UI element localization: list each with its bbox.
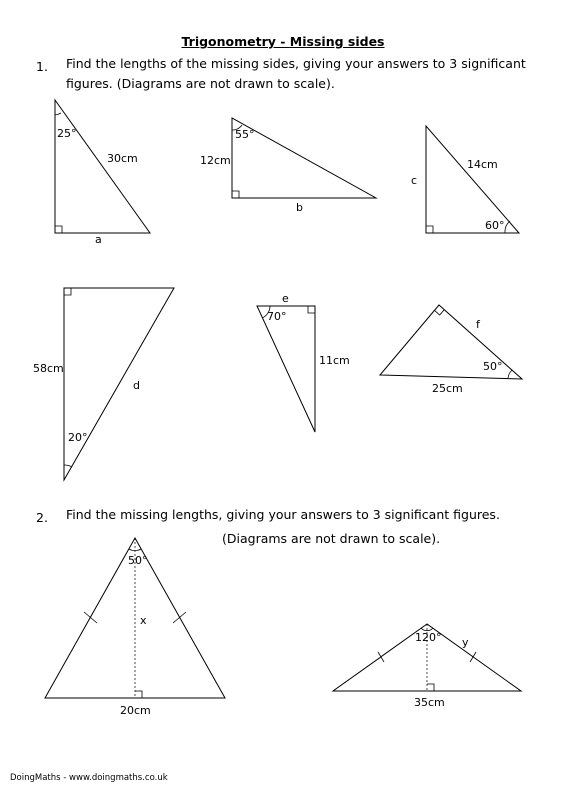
triangle-8 <box>333 624 521 709</box>
triangle-4-hyp-label: d <box>133 379 140 392</box>
triangle-8-right-angle <box>427 684 434 691</box>
question-2-line-1: Find the missing lengths, giving your answers to 3 significant figures. <box>66 507 500 522</box>
triangle-4-angle-label: 20° <box>68 431 88 444</box>
triangle-2-angle-label: 55° <box>235 128 255 141</box>
question-2-line-2: (Diagrams are not drawn to scale). <box>222 531 441 546</box>
question-1-line-2: figures. (Diagrams are not drawn to scale). <box>66 76 335 91</box>
triangle-6-base-label: 25cm <box>432 382 463 395</box>
worksheet-title: Trigonometry - Missing sides <box>181 34 385 49</box>
triangle-4-shape <box>64 288 174 480</box>
triangle-1 <box>55 100 150 246</box>
triangle-3-right-angle <box>426 226 433 233</box>
triangle-3-angle-arc <box>505 221 510 233</box>
triangle-1-side-label: a <box>95 233 102 246</box>
triangle-6-right-angle <box>435 310 445 315</box>
triangle-5-shape <box>257 306 315 432</box>
question-1-number: 1. <box>36 59 48 74</box>
triangle-2-bottom-label: b <box>296 201 303 214</box>
triangle-8-tick-left <box>378 652 384 662</box>
triangle-7-angle-label: 50° <box>128 554 148 567</box>
triangle-4-left-label: 58cm <box>33 362 64 375</box>
triangle-4-right-angle <box>64 288 71 295</box>
triangle-7-tick-left <box>84 612 97 623</box>
triangle-7 <box>45 538 225 717</box>
triangle-3-shape <box>426 126 519 233</box>
question-1-line-1: Find the lengths of the missing sides, giving your answers to 3 significant <box>66 56 526 71</box>
triangle-6-angle-label: 50° <box>483 360 503 373</box>
triangle-8-base-label: 35cm <box>414 696 445 709</box>
triangle-1-right-angle <box>55 226 62 233</box>
triangle-5-angle-label: 70° <box>267 310 287 323</box>
footer-credit: DoingMaths - www.doingmaths.co.uk <box>10 773 168 783</box>
triangle-8-side-label: y <box>462 636 469 649</box>
triangle-8-angle-label: 120° <box>415 631 442 644</box>
triangle-5-right-angle <box>308 306 315 313</box>
triangle-6-side-label: f <box>476 318 480 331</box>
triangle-3-left-label: c <box>411 174 418 187</box>
triangle-4-angle-arc <box>64 465 72 467</box>
triangle-5-top-label: e <box>282 292 289 305</box>
triangle-5 <box>257 292 350 432</box>
triangle-2-right-angle <box>232 191 239 198</box>
triangle-7-tick-right <box>173 612 186 623</box>
triangle-7-base-label: 20cm <box>120 704 151 717</box>
triangle-3 <box>411 126 519 233</box>
triangle-2 <box>200 118 376 214</box>
triangle-7-right-angle <box>135 691 142 698</box>
triangle-1-angle-label: 25° <box>57 127 77 140</box>
triangle-7-angle-arc <box>129 549 141 551</box>
triangle-6-angle-arc <box>508 370 512 378</box>
triangle-4 <box>33 288 174 480</box>
triangle-8-tick-right <box>470 652 476 662</box>
triangle-1-angle-arc <box>55 113 61 115</box>
triangle-1-shape <box>55 100 150 233</box>
triangle-1-hyp-label: 30cm <box>107 152 138 165</box>
triangle-3-hyp-label: 14cm <box>467 158 498 171</box>
question-2-number: 2. <box>36 510 48 525</box>
triangle-6 <box>380 305 522 395</box>
triangle-3-angle-label: 60° <box>485 219 505 232</box>
triangle-5-right-label: 11cm <box>319 354 350 367</box>
triangle-2-left-label: 12cm <box>200 154 231 167</box>
triangle-7-height-label: x <box>140 614 147 627</box>
